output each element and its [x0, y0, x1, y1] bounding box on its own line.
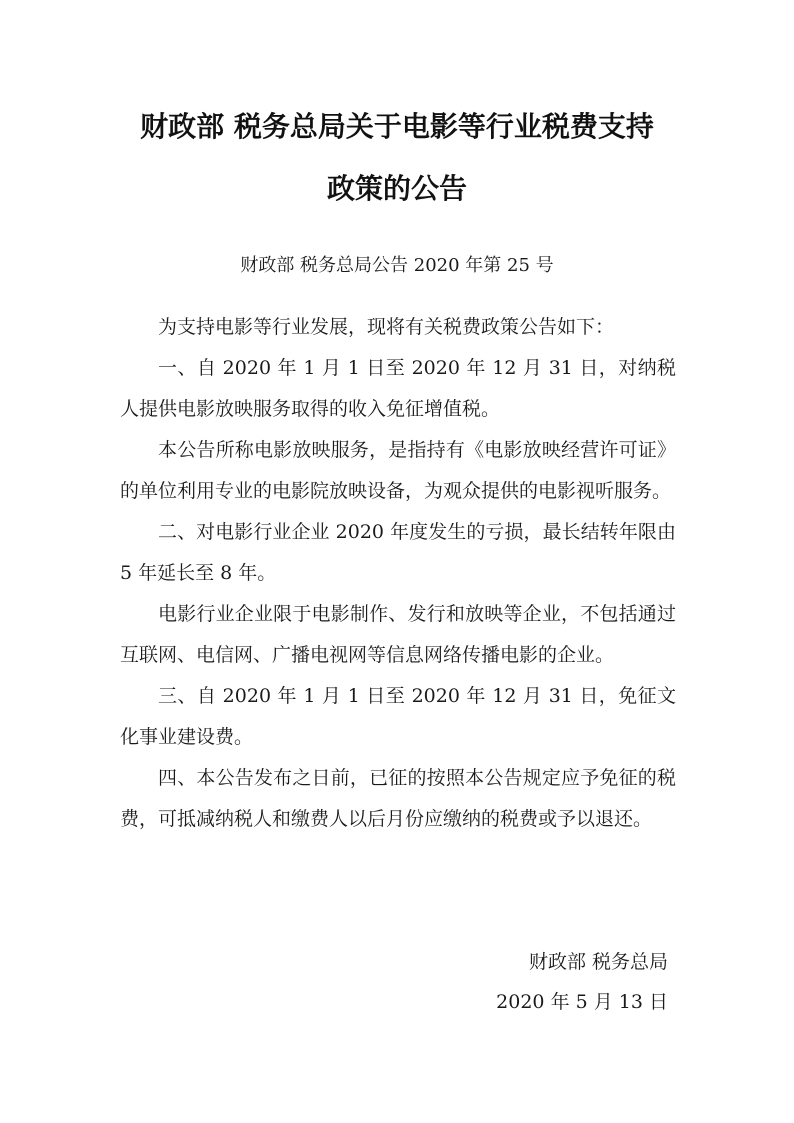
- document-title-line-2: 政策的公告: [326, 172, 467, 205]
- document-title-line-1: 财政部 税务总局关于电影等行业税费支持: [140, 110, 654, 143]
- paragraph-item-4: 四、本公告发布之日前，已征的按照本公告规定应予免征的税费，可抵减纳税人和缴费人以后月份应缴纳的税费或予以退还。: [120, 767, 676, 830]
- paragraph-item-2-note: 电影行业企业限于电影制作、发行和放映等企业，不包括通过互联网、电信网、广播电视网等信息网络传播电影的企业。: [120, 603, 676, 666]
- document-body: [120, 307, 676, 840]
- signature-organization: 财政部 税务总局: [528, 951, 668, 973]
- paragraph-intro: 为支持电影等行业发展，现将有关税费政策公告如下：: [158, 316, 615, 338]
- document-number: 财政部 税务总局公告 2020 年第 25 号: [240, 255, 554, 276]
- paragraph-item-1: 一、自 2020 年 1 月 1 日至 2020 年 12 月 31 日，对纳税人提供电影放映服务取得的收入免征增值税。: [120, 357, 676, 420]
- signature-date: 2020 年 5 月 13 日: [496, 991, 668, 1013]
- paragraph-item-2: 二、对电影行业企业 2020 年度发生的亏损，最长结转年限由 5 年延长至 8 年。: [120, 521, 676, 584]
- paragraph-item-3: 三、自 2020 年 1 月 1 日至 2020 年 12 月 31 日，免征文化事业建设费。: [120, 685, 676, 748]
- paragraph-item-1-note: 本公告所称电影放映服务，是指持有《电影放映经营许可证》的单位利用专业的电影院放映设备，为观众提供的电影视听服务。: [120, 439, 676, 502]
